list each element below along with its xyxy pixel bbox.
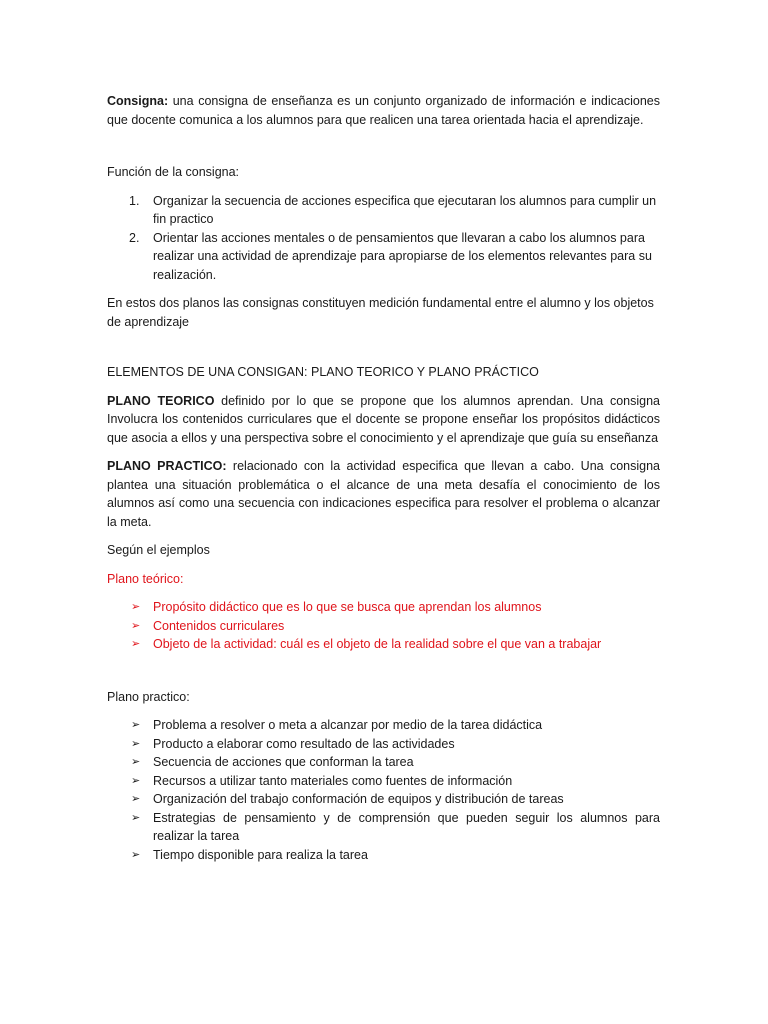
arrow-bullet-icon: ➢ [131,601,141,613]
list-item-text: Problema a resolver o meta a alcanzar por medio de la tarea didáctica [153,718,543,732]
list-item [107,772,660,791]
list-number: 1. [129,193,140,208]
list-item-text: Contenidos curriculares [153,618,285,633]
list-item [107,790,660,809]
list-item-text: Propósito didáctico que es lo que se busca que aprendan los alumnos [153,600,542,614]
arrow-bullet-icon: ➢ [131,848,141,861]
plano-teorico-heading: Plano teórico: [107,571,184,586]
funcion-closing: En estos dos planos las consignas constituyen medición fundamental entre el alumno y los objetos de aprendizaje [107,296,654,329]
arrow-bullet-icon: ➢ [131,756,141,768]
list-item [107,809,660,846]
list-item [107,735,660,754]
list-item [107,229,660,285]
arrow-bullet-icon: ➢ [131,737,141,750]
ejemplos-intro: Según el ejemplos [107,543,210,557]
plano-teorico-list [107,598,660,654]
consigna-paragraph [107,92,660,129]
plano-practico-text: relacionado con la actividad especifica que llevan a cabo. Una consigna plantea una situación problemática o el alcance de una meta desafía el conocimiento de los alumnos así como una secuencia con indicaciones especifica para resolver el problema o alcanzar la meta. [107,459,660,529]
list-item [107,846,660,865]
list-item-text: Organización del trabajo conformación de equipos y distribución de tareas [153,792,564,806]
plano-teorico-paragraph [107,392,660,448]
list-item-text: Producto a elaborar como resultado de las actividades [153,736,455,751]
plano-teorico-text: definido por lo que se propone que los alumnos aprendan. Una consigna Involucra los contenidos curriculares que el docente se propone enseñar los propósitos didácticos que asocia a ellos y una perspectiva sobre el conocimiento y el aprendizaje que guía su enseñanza [107,393,660,445]
list-number: 2. [129,230,140,245]
arrow-bullet-icon: ➢ [131,619,141,632]
list-item [107,753,660,772]
list-item-text: Orientar las acciones mentales o de pensamientos que llevaran a cabo los alumnos para realizar una actividad de aprendizaje para apropiarse de los elementos relevantes para su realización. [153,230,652,282]
plano-practico-list [107,716,660,864]
list-item-text: Estrategias de pensamiento y de comprensión que pueden seguir los alumnos para realizar la tarea [153,810,660,843]
plano-practico-paragraph [107,457,660,531]
funcion-list [107,192,660,285]
consigna-label: Consigna: [107,94,169,108]
list-item [107,716,660,735]
list-item [107,635,660,654]
plano-practico-heading: Plano practico: [107,689,190,704]
consigna-text: una consigna de enseñanza es un conjunto organizado de información e indicaciones que docente comunica a los alumnos para que realicen una tarea orientada hacia el aprendizaje. [107,94,660,127]
arrow-bullet-icon: ➢ [131,638,141,650]
arrow-bullet-icon: ➢ [131,811,141,824]
list-item-text: Objeto de la actividad: cuál es el objeto de la realidad sobre el que van a trabajar [153,637,602,651]
funcion-heading: Función de la consigna: [107,165,240,179]
list-item-text: Secuencia de acciones que conforman la tarea [153,755,414,769]
elementos-heading: ELEMENTOS DE UNA CONSIGAN: PLANO TEORICO Y PLANO PRÁCTICO [107,365,539,379]
plano-teorico-label: PLANO TEORICO [107,393,215,408]
list-item [107,598,660,617]
document-page [107,92,660,864]
list-item [107,192,660,229]
list-item [107,617,660,636]
list-item-text: Recursos a utilizar tanto materiales como fuentes de información [153,773,513,788]
arrow-bullet-icon: ➢ [131,719,141,731]
arrow-bullet-icon: ➢ [131,774,141,787]
list-item-text: Organizar la secuencia de acciones especifica que ejecutaran los alumnos para cumplir un fin practico [153,193,657,226]
arrow-bullet-icon: ➢ [131,793,141,805]
list-item-text: Tiempo disponible para realiza la tarea [153,847,368,862]
plano-practico-label: PLANO PRACTICO: [107,459,227,473]
